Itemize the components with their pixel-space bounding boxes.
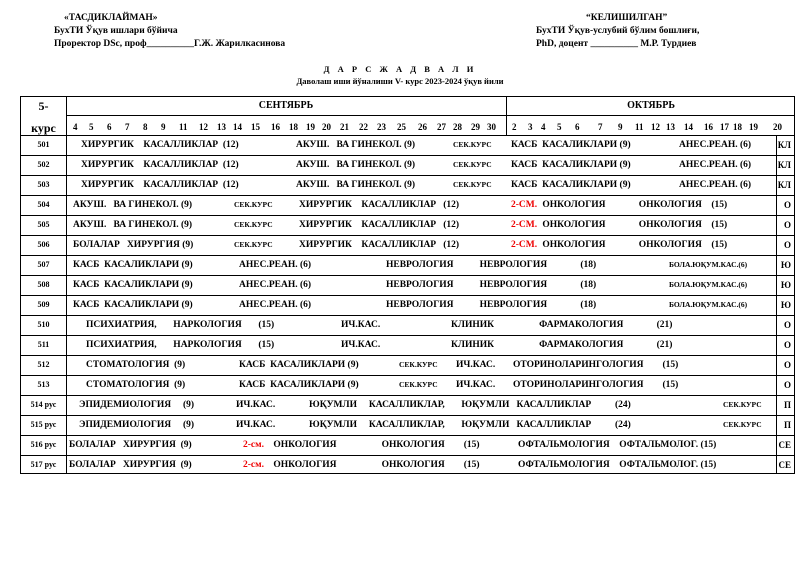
group-label: 516 рус (30, 440, 57, 449)
subject-cell: ОФТАЛЬМОЛОГИЯ ОФТАЛЬМОЛОГ. (15) (518, 460, 717, 470)
group-label: 507 (37, 260, 50, 269)
day-header: 12 (651, 122, 660, 132)
day-header: 7 (125, 122, 130, 132)
subject-cell: БОЛА.ЮҚУМ.КАС.(6) (669, 280, 748, 289)
subject-cell: ХИРУРГИК КАСАЛЛИКЛАР (12) (81, 180, 239, 190)
subject-cell: КЛИНИК ФАРМАКОЛОГИЯ (21) (451, 340, 673, 350)
day-header: 4 (541, 122, 546, 132)
approval-block (54, 12, 285, 51)
end-code: СЕ (778, 460, 791, 470)
end-code: КЛ (777, 160, 791, 170)
day-header: 27 (437, 122, 446, 132)
subject-cell: КАСБ КАСАЛИКЛАРИ (9) (73, 260, 193, 270)
subject-cell: 2-см. (243, 460, 264, 470)
month-september: СЕНТЯБРЬ (258, 100, 314, 111)
day-header: 16 (704, 122, 713, 132)
group-label: 515 рус (30, 420, 57, 429)
group-label: 501 (37, 140, 50, 149)
end-code: О (783, 220, 791, 230)
subject-cell: 2-СМ. (511, 200, 538, 210)
subject-cell: ОНКОЛОГИЯ ОНКОЛОГИЯ (15) (271, 440, 480, 450)
subject-cell: СЕК.КУРС (234, 200, 273, 209)
subject-cell: АНЕС.РЕАН. (6) (239, 280, 312, 290)
day-header: 14 (233, 122, 242, 132)
course-label-bottom: курс (31, 121, 56, 135)
day-header: 18 (733, 122, 742, 132)
subject-cell: ОНКОЛОГИЯ ОНКОЛОГИЯ (15) (540, 220, 728, 230)
subject-cell: ХИРУРГИК КАСАЛЛИКЛАР (12) (299, 240, 460, 250)
group-label: 502 (37, 160, 50, 169)
day-header: 2 (512, 122, 517, 132)
end-code: Ю (780, 280, 791, 290)
subject-cell: АНЕС.РЕАН. (6) (239, 300, 312, 310)
day-header: 22 (359, 122, 368, 132)
day-header: 26 (418, 122, 427, 132)
day-header: 19 (306, 122, 315, 132)
subject-cell: АНЕС.РЕАН. (6) (679, 160, 752, 170)
day-header: 20 (322, 122, 331, 132)
end-code: Ю (780, 260, 791, 270)
subject-cell: НЕВРОЛОГИЯ НЕВРОЛОГИЯ (18) (386, 260, 597, 270)
day-header: 5 (89, 122, 94, 132)
day-header: 25 (397, 122, 406, 132)
end-code: СЕ (778, 440, 791, 450)
approval-signatory: Проректор DSc, проф__________Г.Ж. Жарилкасинова (54, 39, 286, 49)
agreement-title: “КЕЛИШИЛГАН” (586, 13, 668, 23)
document-subtitle: Даволаш иши йўналиши V- курс 2023-2024 ўқув йили (296, 76, 504, 86)
subject-cell: ОНКОЛОГИЯ ОНКОЛОГИЯ (15) (540, 200, 728, 210)
subject-cell: ЮҚУМЛИ КАСАЛЛИКЛАР, ЮҚУМЛИ КАСАЛЛИКЛАР (24) (309, 400, 631, 410)
group-label: 514 рус (30, 400, 57, 409)
subject-cell: ОФТАЛЬМОЛОГИЯ ОФТАЛЬМОЛОГ. (15) (518, 440, 717, 450)
end-code: О (783, 360, 791, 370)
subject-cell: КАСБ КАСАЛИКЛАРИ (9) (511, 180, 631, 190)
group-label: 508 (37, 280, 50, 289)
subject-cell: АНЕС.РЕАН. (6) (679, 140, 752, 150)
end-code: Ю (780, 300, 791, 310)
subject-cell: КАСБ КАСАЛИКЛАРИ (9) (511, 160, 631, 170)
subject-cell: НЕВРОЛОГИЯ НЕВРОЛОГИЯ (18) (386, 280, 597, 290)
subject-cell: СЕК.КУРС (723, 420, 762, 429)
day-header: 15 (251, 122, 260, 132)
subject-cell: СЕК.КУРС (399, 360, 438, 369)
subject-cell: ИЧ.КАС. (236, 400, 276, 410)
group-label: 511 (37, 340, 50, 349)
subject-cell: ИЧ.КАС. (341, 340, 381, 350)
day-header: 13 (666, 122, 675, 132)
subject-cell: СТОМАТОЛОГИЯ (9) (86, 360, 186, 370)
subject-cell: БОЛА.ЮҚУМ.КАС.(6) (669, 300, 748, 309)
subject-cell: СЕК.КУРС (399, 380, 438, 389)
end-code: О (783, 200, 791, 210)
subject-cell: БОЛАЛАР ХИРУРГИЯ (9) (73, 240, 194, 250)
subject-cell: СЕК.КУРС (723, 400, 762, 409)
day-header: 5 (557, 122, 562, 132)
end-code: КЛ (777, 180, 791, 190)
subject-cell: КЛИНИК ФАРМАКОЛОГИЯ (21) (451, 320, 673, 330)
end-code: О (783, 380, 791, 390)
approval-org: БухТИ Ўқув ишлари бўйича (54, 26, 178, 36)
day-header: 23 (377, 122, 386, 132)
day-header: 29 (471, 122, 480, 132)
subject-cell: СЕК.КУРС (453, 140, 492, 149)
subject-cell: АКУШ. ВА ГИНЕКОЛ. (9) (73, 200, 193, 210)
day-header: 11 (635, 122, 644, 132)
group-label: 510 (37, 320, 50, 329)
subject-cell: АНЕС.РЕАН. (6) (239, 260, 312, 270)
day-header: 8 (143, 122, 148, 132)
course-label-top: 5- (38, 99, 49, 113)
end-code: П (783, 420, 791, 430)
subject-cell: ХИРУРГИК КАСАЛЛИКЛАР (12) (81, 160, 239, 170)
schedule-table (20, 96, 795, 474)
group-label: 512 (37, 360, 50, 369)
subject-cell: 2-СМ. (511, 220, 538, 230)
end-code: О (783, 320, 791, 330)
subject-cell: ЭПИДЕМИОЛОГИЯ (9) (79, 420, 195, 430)
subject-cell: СЕК.КУРС (234, 220, 273, 229)
subject-cell: ЭПИДЕМИОЛОГИЯ (9) (79, 400, 195, 410)
subject-cell: ИЧ.КАС. (341, 320, 381, 330)
subject-cell: ПСИХИАТРИЯ, НАРКОЛОГИЯ (15) (86, 340, 275, 350)
group-label: 505 (37, 220, 50, 229)
group-label: 509 (37, 300, 50, 309)
day-header: 20 (773, 122, 782, 132)
end-code: П (783, 400, 791, 410)
month-october: ОКТЯБРЬ (627, 100, 675, 111)
subject-cell: КАСБ КАСАЛИКЛАРИ (9) (511, 140, 631, 150)
day-header: 14 (684, 122, 693, 132)
agreement-signatory: PhD, доцент __________ М.Р. Турдиев (536, 39, 697, 49)
subject-cell: ХИРУРГИК КАСАЛЛИКЛАР (12) (299, 200, 460, 210)
subject-cell: СТОМАТОЛОГИЯ (9) (86, 380, 186, 390)
day-header: 12 (199, 122, 208, 132)
subject-cell: ИЧ.КАС. (456, 380, 496, 390)
document-title: Д А Р С Ж А Д В А Л И (323, 64, 477, 74)
day-header: 7 (598, 122, 603, 132)
day-header: 9 (161, 122, 166, 132)
subject-cell: АКУШ. ВА ГИНЕКОЛ. (9) (73, 220, 193, 230)
group-label: 504 (37, 200, 50, 209)
subject-cell: АКУШ. ВА ГИНЕКОЛ. (9) (296, 180, 416, 190)
subject-cell: АКУШ. ВА ГИНЕКОЛ. (9) (296, 160, 416, 170)
day-header: 9 (618, 122, 623, 132)
group-label: 513 (37, 380, 50, 389)
day-header: 19 (749, 122, 758, 132)
day-header: 18 (289, 122, 298, 132)
subject-cell: КАСБ КАСАЛИКЛАРИ (9) (73, 280, 193, 290)
group-label: 517 рус (30, 460, 57, 469)
subject-cell: КАСБ КАСАЛИКЛАРИ (9) (73, 300, 193, 310)
subject-cell: ИЧ.КАС. (456, 360, 496, 370)
day-header: 13 (217, 122, 226, 132)
subject-cell: КАСБ КАСАЛИКЛАРИ (9) (239, 360, 359, 370)
day-header: 11 (179, 122, 188, 132)
subject-cell: КАСБ КАСАЛИКЛАРИ (9) (239, 380, 359, 390)
agreement-org: БухТИ Ўқув-услубий бўлим бошлиғи, (536, 26, 700, 36)
subject-cell: АКУШ. ВА ГИНЕКОЛ. (9) (296, 140, 416, 150)
end-code: О (783, 340, 791, 350)
end-code: О (783, 240, 791, 250)
group-label: 503 (37, 180, 50, 189)
subject-cell: ОНКОЛОГИЯ ОНКОЛОГИЯ (15) (540, 240, 728, 250)
approval-title: «ТАСДИКЛАЙМАН» (64, 13, 158, 23)
subject-cell: БОЛА.ЮҚУМ.КАС.(6) (669, 260, 748, 269)
subject-cell: СЕК.КУРС (453, 180, 492, 189)
subject-cell: БОЛАЛАР ХИРУРГИЯ (9) (69, 460, 192, 470)
subject-cell: ИЧ.КАС. (236, 420, 276, 430)
agreement-block (536, 12, 699, 51)
day-header: 4 (73, 122, 78, 132)
day-header: 6 (107, 122, 112, 132)
subject-cell: ОТОРИНОЛАРИНГОЛОГИЯ (15) (513, 360, 679, 370)
subject-cell: ОТОРИНОЛАРИНГОЛОГИЯ (15) (513, 380, 679, 390)
subject-cell: ОНКОЛОГИЯ ОНКОЛОГИЯ (15) (271, 460, 480, 470)
subject-cell: ЮҚУМЛИ КАСАЛЛИКЛАР, ЮҚУМЛИ КАСАЛЛИКЛАР (24) (309, 420, 631, 430)
day-header: 30 (487, 122, 496, 132)
subject-cell: ХИРУРГИК КАСАЛЛИКЛАР (12) (81, 140, 239, 150)
day-header: 3 (528, 122, 533, 132)
group-label: 506 (37, 240, 50, 249)
subject-cell: АНЕС.РЕАН. (6) (679, 180, 752, 190)
subject-cell: ХИРУРГИК КАСАЛЛИКЛАР (12) (299, 220, 460, 230)
subject-cell: 2-см. (243, 440, 264, 450)
subject-cell: СЕК.КУРС (234, 240, 273, 249)
subject-cell: 2-СМ. (511, 240, 538, 250)
subject-cell: СЕК.КУРС (453, 160, 492, 169)
day-header: 17 (720, 122, 729, 132)
day-header: 28 (453, 122, 462, 132)
subject-cell: БОЛАЛАР ХИРУРГИЯ (9) (69, 440, 192, 450)
subject-cell: ПСИХИАТРИЯ, НАРКОЛОГИЯ (15) (86, 320, 275, 330)
day-header: 6 (575, 122, 580, 132)
day-header: 16 (271, 122, 280, 132)
subject-cell: НЕВРОЛОГИЯ НЕВРОЛОГИЯ (18) (386, 300, 597, 310)
end-code: КЛ (777, 140, 791, 150)
day-header: 21 (340, 122, 349, 132)
